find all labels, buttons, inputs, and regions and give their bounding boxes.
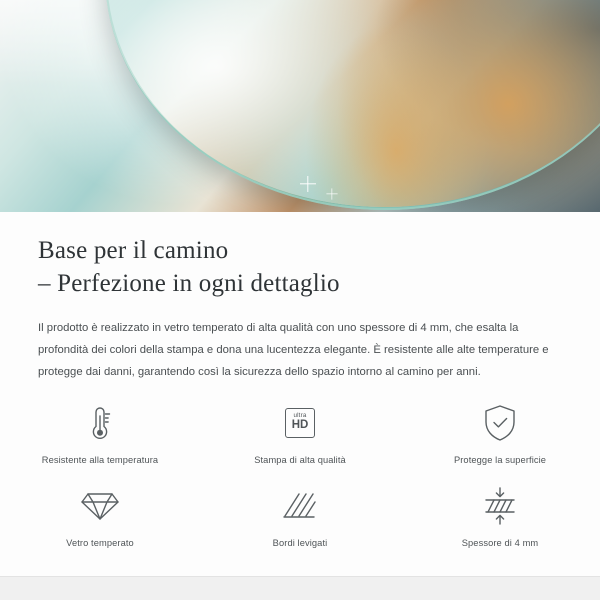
ultra-hd-badge-main: HD bbox=[291, 419, 309, 432]
polished-edges-icon bbox=[281, 483, 319, 529]
body-paragraph: Il prodotto è realizzato in vetro temperato di alta qualità con uno spessore di 4 mm, che esalta la profondità dei colori della stampa e dona una lucentezza elegante. È resistente alle alte temperature e protegge dai danni, garantendo così la sicurezza dello spazio intorno al camino per anni. bbox=[38, 322, 549, 379]
thickness-arrows-icon bbox=[481, 483, 519, 529]
feature-label: Protegge la superficie bbox=[453, 455, 547, 465]
feature-label: Bordi levigati bbox=[272, 538, 328, 548]
feature-label: Resistente alla temperatura bbox=[41, 455, 159, 465]
headline-line-1: Base per il camino bbox=[38, 237, 229, 264]
feature-item-tempered-glass bbox=[0, 475, 200, 548]
feature-item-thickness bbox=[400, 475, 600, 548]
thermometer-icon bbox=[83, 400, 117, 446]
hero-image bbox=[0, 0, 600, 212]
feature-item-temperature bbox=[0, 392, 200, 465]
round-glass-panel bbox=[105, 0, 600, 210]
feature-label: Spessore di 4 mm bbox=[461, 538, 539, 548]
page-title bbox=[38, 234, 600, 300]
feature-item-polished-edges bbox=[200, 475, 400, 548]
ultra-hd-icon bbox=[285, 400, 315, 446]
ultra-hd-badge-top: ultra bbox=[293, 412, 307, 420]
feature-item-surface-protection bbox=[400, 392, 600, 465]
feature-grid bbox=[0, 392, 600, 548]
glass-panel-gloss bbox=[105, 0, 600, 207]
feature-item-print-quality bbox=[200, 392, 400, 465]
diamond-icon bbox=[80, 483, 120, 529]
feature-label: Vetro temperato bbox=[66, 538, 134, 548]
footer-bar bbox=[0, 576, 600, 600]
text-content bbox=[0, 212, 600, 383]
feature-label: Stampa di alta qualità bbox=[254, 455, 346, 465]
headline-line-2: – Perfezione in ogni dettaglio bbox=[38, 270, 340, 297]
shield-check-icon bbox=[481, 400, 519, 446]
